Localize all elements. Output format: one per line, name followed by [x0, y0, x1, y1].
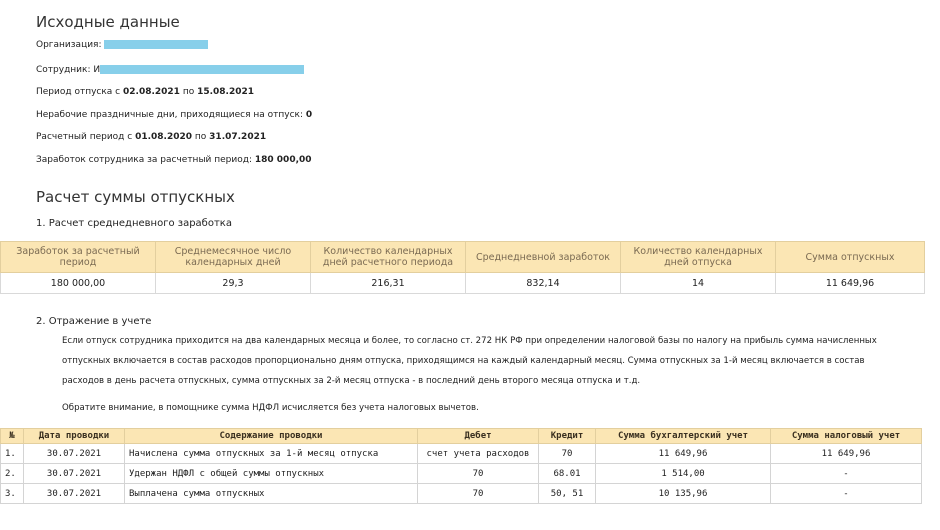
vacation-period-to: 15.08.2021	[197, 87, 255, 97]
table-cell: 50, 51	[539, 484, 596, 504]
column-header: Количество календарных дней расчетного периода	[311, 242, 466, 273]
table-cell: 30.07.2021	[24, 464, 125, 484]
organization-label: Организация:	[36, 40, 102, 50]
table-cell: 216,31	[311, 273, 466, 294]
table-cell: 832,14	[466, 273, 621, 294]
table-header-row	[1, 429, 922, 444]
column-header: Заработок за расчетный период	[1, 242, 156, 273]
table-cell: 29,3	[156, 273, 311, 294]
ndfl-note: Обратите внимание, в помощнике сумма НДФЛ исчисляется без учета налоговых вычетов.	[62, 403, 479, 413]
organization-redacted	[104, 40, 208, 49]
column-header: Сумма отпускных	[776, 242, 925, 273]
employee-redacted	[100, 65, 304, 74]
earnings-value: 180 000,00	[254, 155, 312, 165]
vacation-period-field	[36, 87, 254, 97]
explanation-paragraph: Если отпуск сотрудника приходится на два календарных месяца и более, то согласно ст. 272 НК РФ при определении налоговой базы по налогу на прибыль сумма начисленных отпускных включается в состав расходов пропорционально дням отпуска, приходящимся на каждый календарный месяц. Сумма отпускных за 1-й месяц включается в состав расходов в день расчета отпускных, сумма отпускных за 2-й месяц отпуска - в последний день второго месяца отпуска и т.д.	[62, 336, 877, 386]
table-cell: Удержан НДФЛ с общей суммы отпускных	[125, 464, 418, 484]
column-header: Среднедневной заработок	[466, 242, 621, 273]
table-row	[1, 444, 922, 464]
table-cell: 11 649,96	[771, 444, 922, 464]
table-cell: -	[771, 464, 922, 484]
holidays-label: Нерабочие праздничные дни, приходящиеся на отпуск:	[36, 110, 304, 120]
section-title-source-data: Исходные данные	[36, 13, 180, 31]
organization-field	[36, 40, 208, 50]
table-cell: 70	[418, 484, 539, 504]
table-cell: 30.07.2021	[24, 444, 125, 464]
table-cell: 30.07.2021	[24, 484, 125, 504]
column-header: №	[1, 429, 24, 444]
table-cell: 70	[539, 444, 596, 464]
vacation-period-from: 02.08.2021	[123, 87, 180, 97]
subtitle-average-earnings: 1. Расчет среднедневного заработка	[36, 218, 232, 229]
table-cell: 70	[418, 464, 539, 484]
table-cell: 1 514,00	[596, 464, 771, 484]
table-row	[1, 464, 922, 484]
table-cell: 180 000,00	[1, 273, 156, 294]
table-cell: 68.01	[539, 464, 596, 484]
calc-period-mid: по	[194, 132, 207, 142]
column-header: Содержание проводки	[125, 429, 418, 444]
average-earnings-table	[0, 241, 925, 294]
table-cell: Выплачена сумма отпускных	[125, 484, 418, 504]
vacation-period-label: Период отпуска с	[36, 87, 121, 97]
holidays-value: 0	[305, 110, 313, 120]
calc-period-field	[36, 132, 266, 142]
table-cell: счет учета расходов	[418, 444, 539, 464]
column-header: Кредит	[539, 429, 596, 444]
vacation-period-mid: по	[182, 87, 195, 97]
holidays-field	[36, 110, 312, 120]
earnings-field	[36, 155, 312, 165]
column-header: Сумма бухгалтерский учет	[596, 429, 771, 444]
table-cell: 11 649,96	[776, 273, 925, 294]
calc-period-to: 31.07.2021	[209, 132, 267, 142]
employee-partial: И	[93, 65, 101, 75]
employee-field	[36, 65, 304, 75]
accounting-entries-table	[0, 428, 922, 504]
table-header-row	[1, 242, 925, 273]
column-header: Дата проводки	[24, 429, 125, 444]
employee-label: Сотрудник:	[36, 65, 91, 75]
table-cell: -	[771, 484, 922, 504]
column-header: Дебет	[418, 429, 539, 444]
table-cell: 2.	[1, 464, 24, 484]
table-row	[1, 273, 925, 294]
table-cell: 11 649,96	[596, 444, 771, 464]
calc-period-label: Расчетный период с	[36, 132, 133, 142]
table-cell: 1.	[1, 444, 24, 464]
table-cell: 10 135,96	[596, 484, 771, 504]
table-row	[1, 484, 922, 504]
table-cell: 14	[621, 273, 776, 294]
calc-period-from: 01.08.2020	[135, 132, 193, 142]
column-header: Количество календарных дней отпуска	[621, 242, 776, 273]
table-cell: Начислена сумма отпускных за 1-й месяц отпуска	[125, 444, 418, 464]
column-header: Сумма налоговый учет	[771, 429, 922, 444]
subtitle-accounting: 2. Отражение в учете	[36, 316, 152, 327]
section-title-vacation-calc: Расчет суммы отпускных	[36, 188, 235, 206]
table-cell: 3.	[1, 484, 24, 504]
column-header: Среднемесячное число календарных дней	[156, 242, 311, 273]
earnings-label: Заработок сотрудника за расчетный период:	[36, 155, 252, 165]
